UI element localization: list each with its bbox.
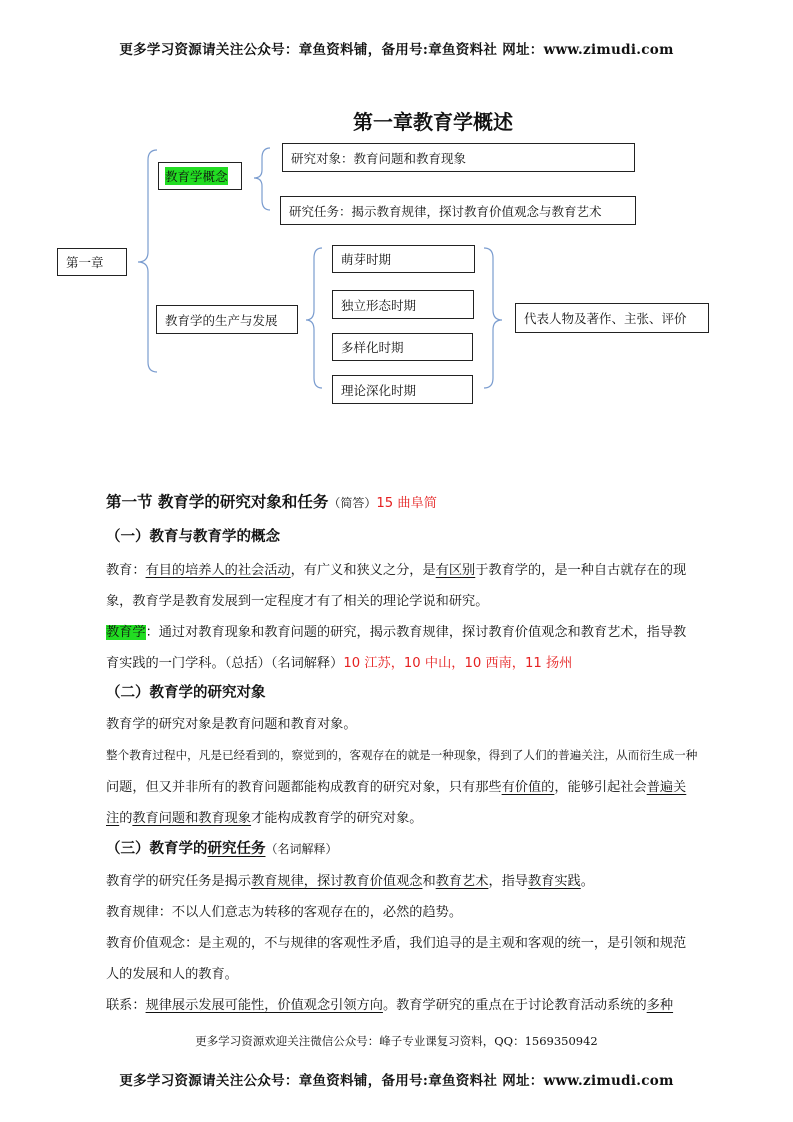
node-object	[282, 143, 635, 172]
node-stage-4	[332, 375, 473, 404]
node-concept	[158, 162, 242, 190]
node-development	[156, 305, 298, 334]
text: ，有广义和狭义之分，是	[290, 563, 436, 578]
paragraph-object-1: 教育学的研究对象是教育问题和教育对象。	[106, 717, 357, 732]
underlined-text: 注	[106, 811, 120, 826]
stage-label: 萌芽时期	[341, 252, 392, 267]
text: ：通过对教育现象和教育问题的研究，揭示教育规律，探讨教育价值观念和教育艺术，指导教	[145, 625, 687, 640]
chapter-title: 第一章教育学概述	[353, 110, 513, 134]
node-root	[57, 248, 127, 276]
node-stage-1	[332, 245, 475, 273]
paragraph-value	[106, 928, 722, 990]
footer-note: 更多学习资源欢迎关注微信公众号：峰子专业课复习资料，QQ：1569350942	[195, 1034, 598, 1048]
section-heading	[106, 487, 722, 519]
paragraph-pedagogy	[106, 617, 722, 679]
text: 。教育学研究的重点在于讨论教育活动系统的	[382, 998, 647, 1013]
paragraph-link	[106, 990, 722, 1021]
heading-text: （三）教育学的	[106, 841, 208, 857]
text: ，能够引起社会	[554, 780, 647, 795]
node-root-label: 第一章	[66, 255, 104, 270]
underlined-text: 教育艺术	[435, 874, 489, 889]
node-object-label: 研究对象：教育问题和教育现象	[291, 150, 467, 166]
underlined-text: 教育实践	[528, 874, 581, 889]
text: 育实践的一门学科。（总括）（名词解释）	[106, 656, 344, 671]
node-stage-2	[332, 290, 474, 319]
heading-note: （名词解释）	[265, 842, 338, 856]
node-task	[280, 196, 636, 225]
stage-label: 多样化时期	[341, 340, 404, 355]
section-note: （简答）	[328, 496, 377, 510]
text: 教育价值观念：是主观的，不与规律的客观性矛盾，我们追寻的是主观和客观的统一，是引领和规范	[106, 936, 687, 951]
text: 才能构成教育学的研究对象。	[251, 811, 423, 826]
sub3-heading	[106, 834, 722, 865]
text: ，指导	[488, 874, 528, 889]
node-task-label: 研究任务：揭示教育规律，探讨教育价值观念与教育艺术	[289, 203, 602, 219]
node-development-label: 教育学的生产与发展	[165, 312, 278, 328]
heading-underlined: 研究任务	[207, 841, 266, 857]
text: 问题，但又并非所有的教育问题都能构成教育的研究对象，只有那些	[106, 780, 502, 795]
text: 于教育学的，是一种自古就存在的现	[475, 563, 687, 578]
page-header: 更多学习资源请关注公众号：章鱼资料铺，备用号:章鱼资料社 网址：www.zimudi.com	[119, 42, 674, 58]
text: 人的发展和人的教育。	[106, 967, 238, 982]
exam-note: 10 江苏，10 中山，10 西南，11 扬州	[343, 656, 573, 671]
text: 。	[580, 874, 594, 889]
paragraph-object-2: 整个教育过程中，凡是已经看到的，察觉到的，客观存在的就是一种现象，得到了人们的普遍关注，从而衍生成一种	[106, 748, 698, 762]
text: 的	[119, 811, 133, 826]
sub1-heading: （一）教育与教育学的概念	[106, 529, 280, 545]
node-representatives	[515, 303, 709, 333]
text: 教育学的研究任务是揭示	[106, 874, 252, 889]
text: 联系：	[106, 998, 146, 1013]
node-representatives-label: 代表人物及著作、主张、评价	[524, 311, 687, 326]
stage-label: 理论深化时期	[341, 382, 417, 398]
paragraph-education	[106, 555, 722, 617]
paragraph-law: 教育规律：不以人们意志为转移的客观存在的，必然的趋势。	[106, 905, 463, 920]
underlined-text: 有区别	[435, 563, 476, 578]
text: 象，教育学是教育发展到一定程度才有了相关的理论学说和研究。	[106, 594, 489, 609]
paragraph-object-3	[106, 772, 722, 834]
node-stage-3	[332, 333, 473, 361]
highlighted-term: 教育学	[106, 625, 146, 640]
section-exam: 15 曲阜简	[376, 496, 437, 511]
underlined-text: 有价值的	[501, 780, 555, 795]
page-footer: 更多学习资源请关注公众号：章鱼资料铺，备用号:章鱼资料社 网址：www.zimudi.com	[119, 1073, 674, 1089]
text: 教育：	[106, 563, 146, 578]
sub2-heading: （二）教育学的研究对象	[106, 685, 266, 701]
section-title: 第一节 教育学的研究对象和任务	[106, 493, 329, 511]
underlined-text: 规律展示发展可能性，价值观念引领方向	[145, 998, 383, 1013]
text: 和	[422, 874, 436, 889]
stage-label: 独立形态时期	[341, 297, 417, 313]
underlined-text: 普遍关	[646, 780, 687, 795]
underlined-text: 多种	[646, 998, 674, 1013]
underlined-text: 有目的培养人的社会活动	[145, 563, 291, 578]
underlined-text: 教育规律，探讨教育价值观念	[251, 874, 423, 889]
paragraph-task	[106, 866, 722, 897]
node-concept-label: 教育学概念	[165, 169, 228, 184]
underlined-text: 教育问题和教育现象	[132, 811, 252, 826]
